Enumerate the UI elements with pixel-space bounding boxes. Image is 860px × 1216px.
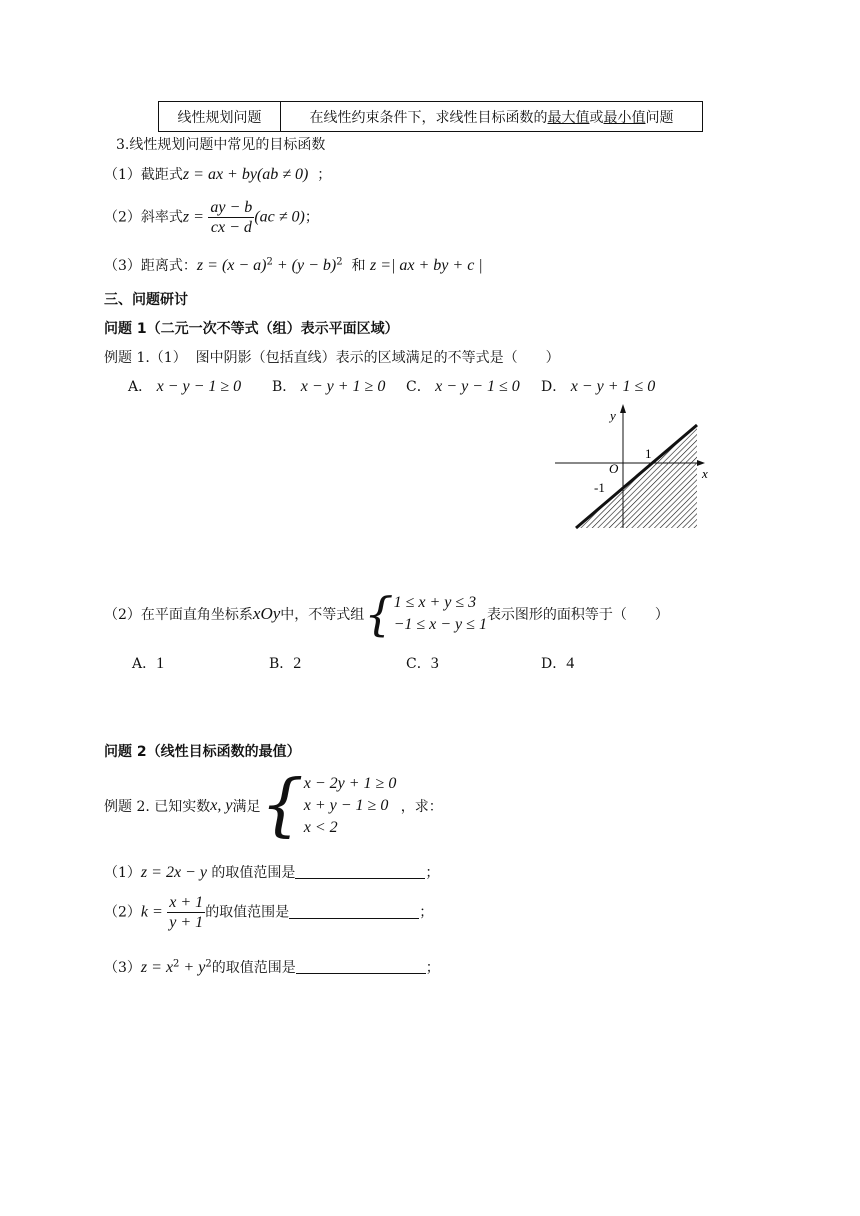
section3-title: 3.线性规划问题中常见的目标函数 [116,137,326,153]
problem1-title: 问题 1（二元一次不等式（组）表示平面区域） [104,321,399,337]
problem2-title: 问题 2（线性目标函数的最值） [104,744,301,760]
example1-choice-d: D． x − y + 1 ≤ 0 [541,378,656,395]
x-intercept-label: 1 [645,446,652,461]
objective-intercept: （1）截距式z = ax + by(ab ≠ 0) ； [104,166,332,183]
example2-part2: （2）k = $\frac{x + 1}{y + 1}$ 的取值范围是 ； [104,894,434,931]
example2-part1: （1）z = 2x − y 的取值范围是 ； [104,864,440,881]
constraint-system: { x − 2y + 1 ≥ 0 x + y − 1 ≥ 0 x < 2 [260,766,397,845]
example1-part2-choice-c: C．3 [406,655,439,672]
objective-slope: （2）斜率式z = $\frac{ay - b}{cx - d}$ (ac ≠ 0)； [104,199,319,236]
origin-label: O [609,461,619,476]
answer-blank-3[interactable] [296,959,426,974]
example2-part3: $(3)z = x^2 + y^2$的取值范围是 ； [104,958,440,976]
example1-choice-b: B． x − y + 1 ≥ 0 [272,378,386,395]
example1-part2-choice-d: D．4 [541,655,575,672]
min-value-text: 最小值 [603,109,646,126]
table-term: 线性规划问题 [159,102,281,132]
example1-part2-choice-a: A．1 [132,655,165,672]
shaded-region-graph [550,400,710,535]
y-intercept-label: -1 [594,480,605,495]
example1-choice-c: C． x − y − 1 ≤ 0 [406,378,520,395]
example1-part2-question: （2）在平面直角坐标系 xOy 中，不等式组 { 1 ≤ x + y ≤ 3 −1 ≤ x − y ≤ 1 表示图形的面积等于（ ） [104,587,669,641]
y-axis-arrow [620,404,626,413]
definition-table [158,101,703,132]
answer-blank-1[interactable] [295,864,425,879]
inequality-system: { 1 ≤ x + y ≤ 3 −1 ≤ x − y ≤ 1 [364,587,487,641]
objective-distance: （3）距离式：$z = (x - a)^2 + (y - b)^2$ 和 z =| ax + by + c | [104,256,483,274]
y-axis-label: y [610,408,616,423]
x-axis-label: x [702,466,708,481]
part3-title: 三、问题研讨 [104,292,188,308]
answer-blank-2[interactable] [289,904,419,919]
example1-choice-a: A． x − y − 1 ≥ 0 [128,378,242,395]
example2-question: 例题 2. 已知实数 x, y 满足 { x − 2y + 1 ≥ 0 x + y − 1 ≥ 0 x < 2 ，求： [104,766,443,845]
max-value-text: 最大值 [547,109,590,126]
example1-question: 例题 1.（1） 图中阴影（包括直线）表示的区域满足的不等式是（ ） [104,350,560,366]
table-definition: 在线性约束条件下，求线性目标函数的最大值或最小值问题 [281,102,703,132]
example1-part2-choice-b: B．2 [269,655,302,672]
